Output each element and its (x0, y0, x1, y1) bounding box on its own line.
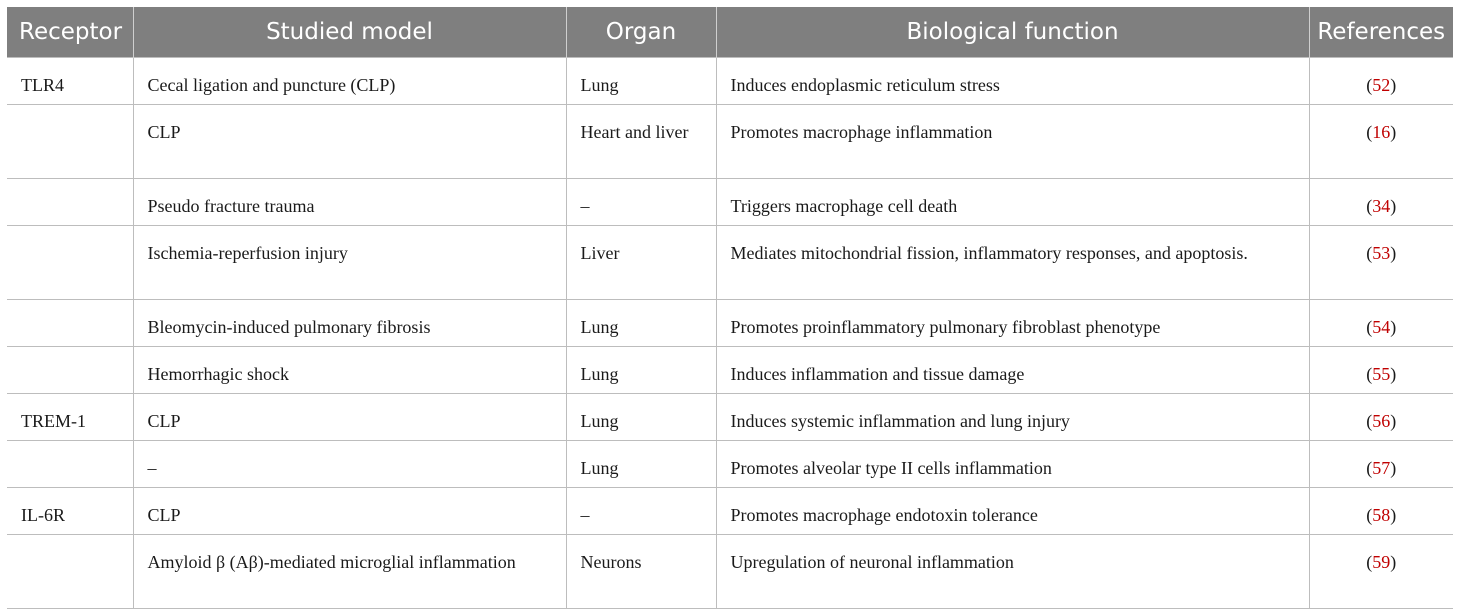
cell-receptor: TLR4 (7, 58, 133, 105)
cell-model: Bleomycin-induced pulmonary fibrosis (133, 300, 566, 347)
table-row (7, 488, 1453, 535)
reference-link[interactable]: 53 (1372, 243, 1391, 263)
reference-link[interactable]: 16 (1372, 122, 1391, 142)
cell-organ: Heart and liver (566, 105, 716, 179)
cell-function: Upregulation of neuronal inflammation (716, 535, 1309, 609)
cell-model: Hemorrhagic shock (133, 347, 566, 394)
header-row (7, 7, 1453, 58)
cell-organ: Lung (566, 394, 716, 441)
cell-model: CLP (133, 488, 566, 535)
reference-link[interactable]: 55 (1372, 364, 1391, 384)
table-row (7, 535, 1453, 609)
cell-model: CLP (133, 394, 566, 441)
cell-receptor: IL-6R (7, 488, 133, 535)
table-row (7, 300, 1453, 347)
cell-function: Promotes macrophage endotoxin tolerance (716, 488, 1309, 535)
cell-organ: Lung (566, 300, 716, 347)
cell-receptor (7, 300, 133, 347)
cell-organ: – (566, 179, 716, 226)
reference-link[interactable]: 58 (1372, 505, 1391, 525)
cell-function: Triggers macrophage cell death (716, 179, 1309, 226)
cell-receptor (7, 535, 133, 609)
cell-reference: (58) (1309, 488, 1453, 535)
header-organ: Organ (566, 7, 716, 58)
cell-model: Cecal ligation and puncture (CLP) (133, 58, 566, 105)
reference-link[interactable]: 34 (1372, 196, 1391, 216)
cell-function: Promotes alveolar type II cells inflammation (716, 441, 1309, 488)
cell-reference: (56) (1309, 394, 1453, 441)
cell-function: Induces systemic inflammation and lung injury (716, 394, 1309, 441)
cell-receptor (7, 347, 133, 394)
cell-function: Mediates mitochondrial fission, inflammatory responses, and apoptosis. (716, 226, 1309, 300)
reference-link[interactable]: 56 (1372, 411, 1391, 431)
cell-reference: (34) (1309, 179, 1453, 226)
cell-reference: (55) (1309, 347, 1453, 394)
cell-reference: (16) (1309, 105, 1453, 179)
cell-function: Promotes proinflammatory pulmonary fibroblast phenotype (716, 300, 1309, 347)
cell-receptor: TREM-1 (7, 394, 133, 441)
cell-organ: Lung (566, 347, 716, 394)
cell-receptor (7, 105, 133, 179)
cell-organ: Lung (566, 58, 716, 105)
table-row (7, 105, 1453, 179)
header-references: References (1309, 7, 1453, 58)
reference-link[interactable]: 59 (1372, 552, 1391, 572)
reference-link[interactable]: 54 (1372, 317, 1391, 337)
cell-function: Induces inflammation and tissue damage (716, 347, 1309, 394)
cell-reference: (57) (1309, 441, 1453, 488)
cell-function: Promotes macrophage inflammation (716, 105, 1309, 179)
cell-receptor (7, 179, 133, 226)
cell-model: Amyloid β (Aβ)-mediated microglial inflammation (133, 535, 566, 609)
receptor-table (7, 7, 1453, 609)
cell-receptor (7, 226, 133, 300)
cell-model: CLP (133, 105, 566, 179)
reference-link[interactable]: 57 (1372, 458, 1391, 478)
cell-function: Induces endoplasmic reticulum stress (716, 58, 1309, 105)
cell-organ: – (566, 488, 716, 535)
cell-model: Ischemia-reperfusion injury (133, 226, 566, 300)
table-row (7, 347, 1453, 394)
table-row (7, 58, 1453, 105)
header-biological-function: Biological function (716, 7, 1309, 58)
cell-organ: Neurons (566, 535, 716, 609)
cell-reference: (54) (1309, 300, 1453, 347)
cell-receptor (7, 441, 133, 488)
header-studied-model: Studied model (133, 7, 566, 58)
header-receptor: Receptor (7, 7, 133, 58)
table-row (7, 441, 1453, 488)
table-row (7, 394, 1453, 441)
cell-reference: (52) (1309, 58, 1453, 105)
cell-organ: Liver (566, 226, 716, 300)
cell-model: Pseudo fracture trauma (133, 179, 566, 226)
cell-organ: Lung (566, 441, 716, 488)
table-row (7, 226, 1453, 300)
cell-model: – (133, 441, 566, 488)
cell-reference: (53) (1309, 226, 1453, 300)
reference-link[interactable]: 52 (1372, 75, 1391, 95)
table-row (7, 179, 1453, 226)
cell-reference: (59) (1309, 535, 1453, 609)
